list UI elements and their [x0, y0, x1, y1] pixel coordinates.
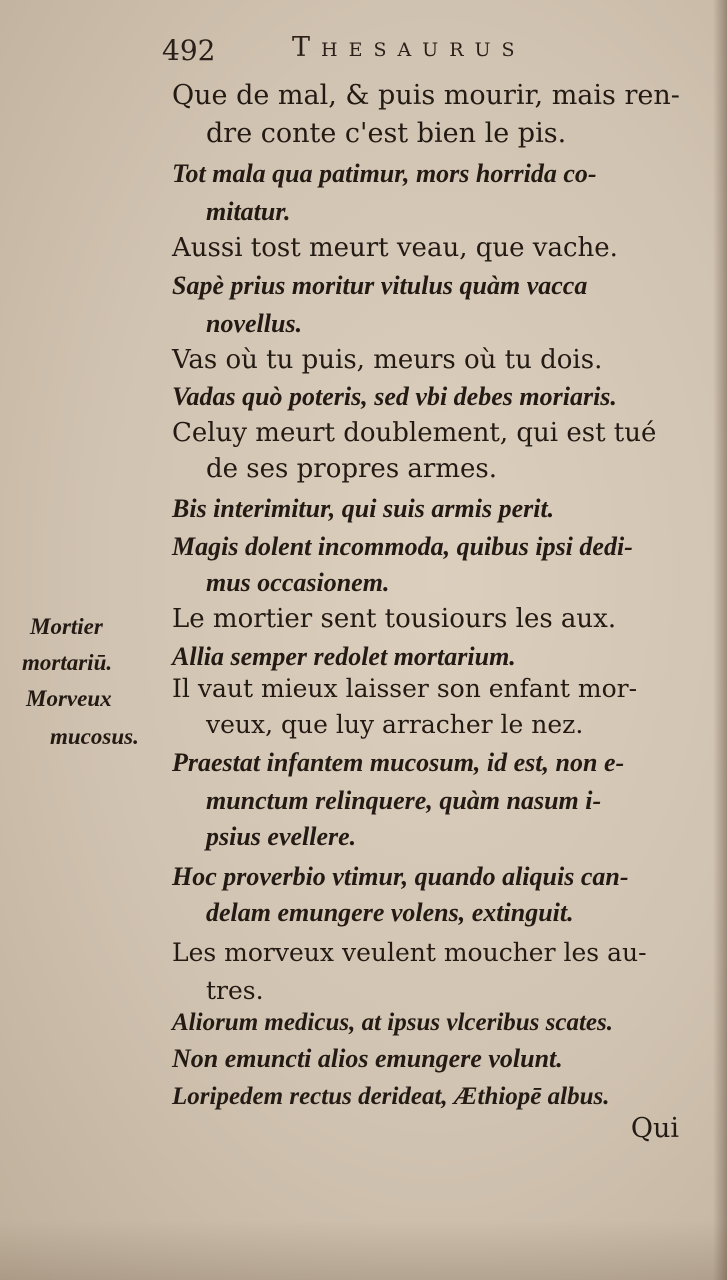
text-line: Bis interimitur, qui suis armis perit.	[172, 494, 555, 523]
text-line: Les morveux veulent moucher les au-	[172, 938, 647, 967]
page-bottom-shadow	[0, 1220, 727, 1280]
margin-note: Mortier	[30, 614, 103, 639]
text-line: veux, que luy arracher le nez.	[206, 710, 584, 739]
text-line: delam emungere volens, extinguit.	[206, 898, 574, 927]
page-number: 492	[162, 34, 216, 67]
text-line: mitatur.	[206, 197, 291, 226]
text-line: Loripedem rectus derideat, Æthiopē albus.	[172, 1083, 610, 1110]
text-line: Il vaut mieux laisser son enfant mor-	[172, 674, 638, 703]
margin-note: Morveux	[26, 686, 112, 711]
text-line: dre conte c'est bien le pis.	[206, 118, 567, 149]
margin-note: mortariū.	[22, 650, 113, 675]
text-line: Magis dolent incommoda, quibus ipsi dedi-	[172, 532, 633, 561]
text-line: Praestat infantem mucosum, id est, non e-	[172, 748, 625, 777]
text-line: munctum relinquere, quàm nasum i-	[206, 786, 602, 815]
text-line: Sapè prius moritur vitulus quàm vacca	[172, 271, 588, 300]
text-line: tres.	[206, 976, 264, 1005]
text-line: Non emuncti alios emungere volunt.	[172, 1044, 563, 1073]
text-line: Hoc proverbio vtimur, quando aliquis can-	[172, 862, 629, 891]
page-edge-shadow	[713, 0, 727, 1280]
text-line: novellus.	[206, 309, 303, 338]
text-line: Aussi tost meurt veau, que vache.	[172, 233, 618, 263]
text-line: de ses propres armes.	[206, 454, 498, 484]
text-line: Que de mal, & puis mourir, mais ren-	[172, 80, 680, 111]
margin-note: mucosus.	[50, 724, 139, 749]
text-line: Celuy meurt doublement, qui est tué	[172, 418, 657, 448]
text-line: mus occasionem.	[206, 568, 390, 597]
text-line: Tot mala qua patimur, mors horrida co-	[172, 159, 597, 188]
text-line: Allia semper redolet mortarium.	[172, 642, 516, 671]
running-title: Thesaurus	[292, 32, 526, 63]
text-line: Le mortier sent tousiours les aux.	[172, 604, 617, 634]
text-line: Aliorum medicus, at ipsus vlceribus scates.	[172, 1009, 614, 1036]
text-line: Vas où tu puis, meurs où tu dois.	[172, 345, 603, 375]
catchword: Qui	[630, 1113, 679, 1144]
text-line: psius evellere.	[206, 822, 357, 851]
text-line: Vadas quò poteris, sed vbi debes moriaris.	[172, 382, 617, 411]
